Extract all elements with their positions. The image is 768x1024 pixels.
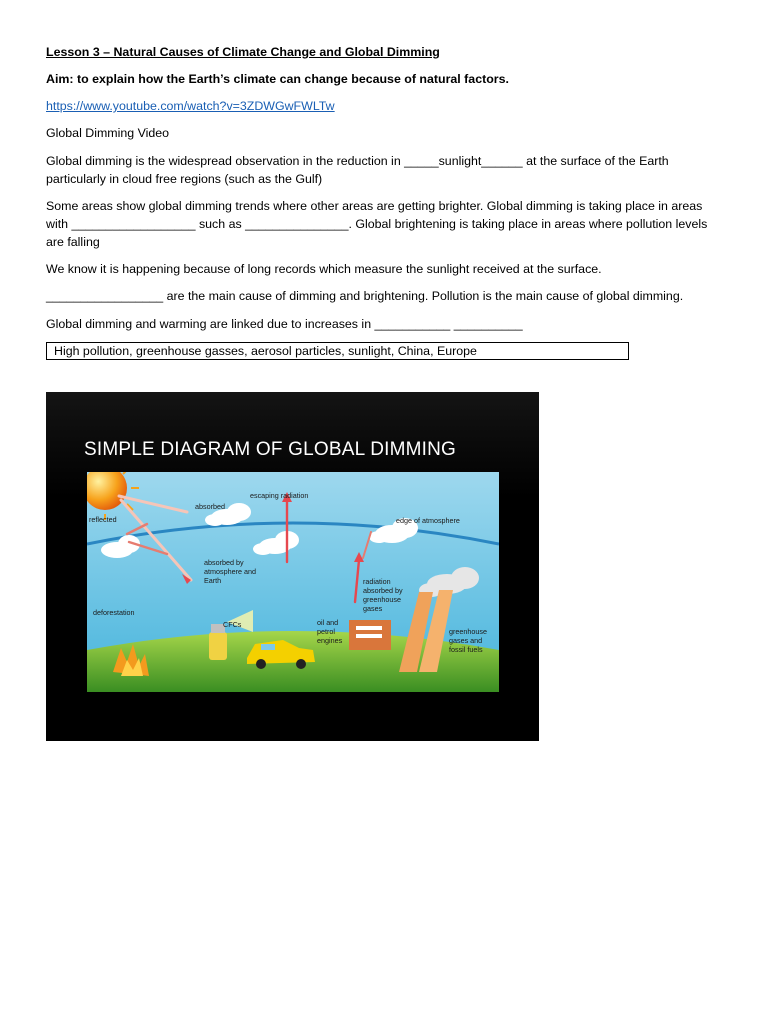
paragraph-evidence: We know it is happening because of long records which measure the sunlight received at the surface. — [46, 262, 602, 276]
label-greenhouse-2: gases and — [449, 636, 483, 645]
diagram-slide — [46, 392, 539, 741]
global-dimming-diagram — [87, 472, 499, 692]
video-link[interactable]: https://www.youtube.com/watch?v=3ZDWGwFWLTw — [46, 99, 335, 113]
paragraph-dimming-areas: Some areas show global dimming trends where other areas are getting brighter. Global dimming is taking place in areas with __________________ such as _______________. Global brightening is taking place in areas where pollution levels are falling — [46, 199, 708, 249]
label-radiation-2: absorbed by — [363, 586, 403, 595]
paragraph-dimming-definition: Global dimming is the widespread observation in the reduction in _____sunlight______ at the surface of the Earth particularly in cloud free regions (such as the Gulf) — [46, 154, 669, 186]
label-cfcs: CFCs — [223, 620, 242, 629]
slide-title: SIMPLE DIAGRAM OF GLOBAL DIMMING — [84, 439, 457, 460]
label-oil-1: oil and — [317, 618, 339, 627]
label-radiation-1: radiation — [363, 577, 391, 586]
lesson-aim: Aim: to explain how the Earth’s climate can change because of natural factors. — [46, 72, 509, 86]
label-greenhouse-1: greenhouse — [449, 627, 487, 636]
word-bank-box: High pollution, greenhouse gasses, aerosol particles, sunlight, China, Europe — [46, 342, 629, 360]
video-label: Global Dimming Video — [46, 126, 170, 140]
label-absorbed-by-1: absorbed by — [204, 558, 244, 567]
label-greenhouse-3: fossil fuels — [449, 645, 483, 654]
label-radiation-3: greenhouse — [363, 595, 401, 604]
label-oil-2: petrol — [317, 627, 335, 636]
paragraph-link-warming: Global dimming and warming are linked due to increases in ___________ __________ — [46, 317, 523, 331]
label-oil-3: engines — [317, 636, 343, 645]
label-escaping-radiation: escaping radiation — [250, 491, 309, 500]
lesson-title: Lesson 3 – Natural Causes of Climate Change and Global Dimming — [46, 45, 440, 59]
label-edge-of-atmosphere: edge of atmosphere — [396, 516, 460, 525]
label-absorbed: absorbed — [195, 502, 225, 511]
label-absorbed-by-3: Earth — [204, 576, 222, 585]
label-radiation-4: gases — [363, 604, 383, 613]
label-absorbed-by-2: atmosphere and — [204, 567, 256, 576]
label-deforestation: deforestation — [93, 608, 135, 617]
paragraph-main-cause: _________________ are the main cause of dimming and brightening. Pollution is the main cause of global dimming. — [46, 289, 684, 303]
label-reflected: reflected — [89, 515, 117, 524]
